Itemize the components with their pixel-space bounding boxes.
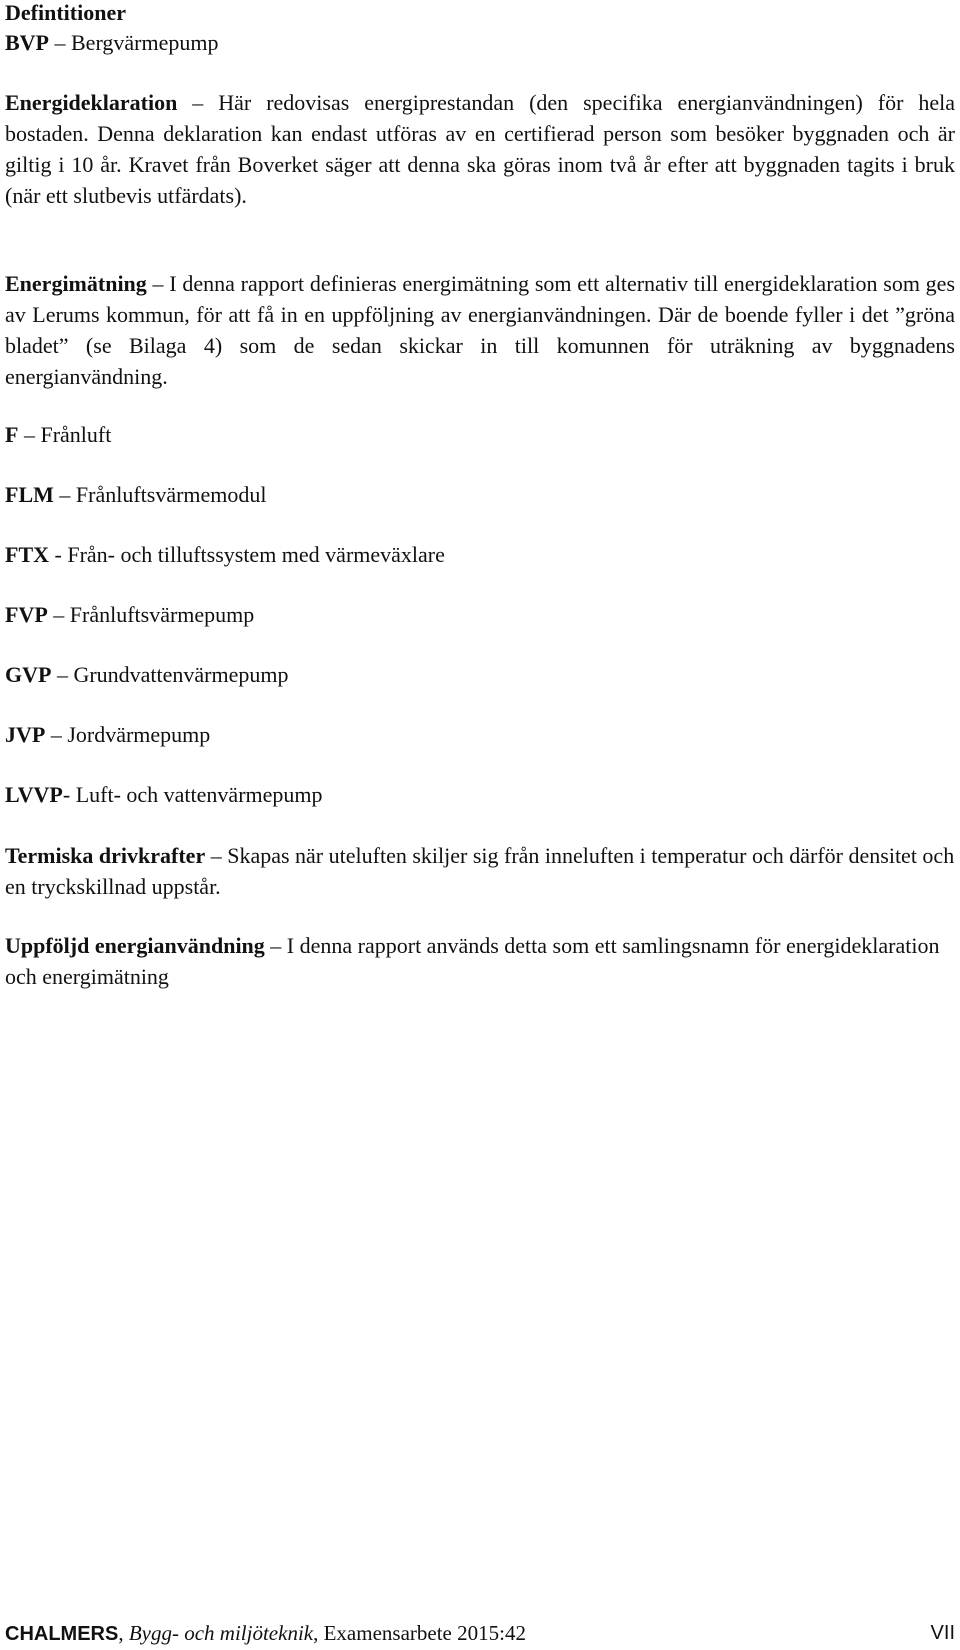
separator: – <box>53 482 76 507</box>
footer-organization: CHALMERS <box>5 1623 119 1645</box>
definition-termiska-drivkrafter <box>5 840 955 902</box>
separator: – <box>205 843 228 868</box>
definition-text: I denna rapport används detta som ett samlingsnamn för energideklaration och energimätning <box>5 933 940 989</box>
definition-gvp <box>5 659 955 690</box>
definition-uppfoljd-energianvandning <box>5 930 955 992</box>
definition-energimatning <box>5 268 955 392</box>
definition-flm <box>5 479 955 510</box>
separator: – <box>177 90 219 115</box>
definition-fvp <box>5 599 955 630</box>
definition-text: Skapas när uteluften skiljer sig från inneluften i temperatur och därför densitet och en tryckskillnad uppstår. <box>5 843 955 899</box>
definition-text: Frånluftsvärmepump <box>69 602 255 627</box>
separator: – <box>45 722 68 747</box>
term: Termiska drivkrafter <box>5 843 206 868</box>
definition-bvp <box>5 27 955 58</box>
definition-text: Bergvärmepump <box>71 30 219 55</box>
footer-comma: , <box>118 1621 129 1645</box>
separator: – <box>47 602 70 627</box>
definition-text: Luft- och vattenvärmepump <box>75 782 323 807</box>
definition-jvp <box>5 719 955 750</box>
term: F <box>5 422 19 447</box>
definition-lvvp <box>5 779 955 810</box>
page-heading: Defintitioner <box>5 0 126 25</box>
separator: - <box>62 782 76 807</box>
page-number: VII <box>930 1622 955 1644</box>
definition-text: I denna rapport definieras energimätning som ett alternativ till energideklaration som ges av Lerums kommun, för att få in en uppföljning av energianvändningen. Där de boende fyller i det ”gröna bladet” (se Bilaga 4) som de sedan skickar in till komunnen för uträkning av byggnadens energianvändning. <box>5 271 956 389</box>
term: Energimätning <box>5 271 147 296</box>
separator: – <box>49 30 71 55</box>
term: Energideklaration <box>5 90 178 115</box>
definition-text: Här redovisas energiprestandan (den specifika energianvändningen) för hela bostaden. Denna deklaration kan endast utföras av en certifierad person som besöker byggnaden och är giltig i 10 år. Kravet från Boverket säger att denna ska göras inom två år efter att byggnaden tagits i bruk (när ett slutbevis utfärdats). <box>5 90 956 208</box>
term: LVVP <box>5 782 63 807</box>
definition-text: Jordvärmepump <box>67 722 211 747</box>
separator: – <box>264 933 287 958</box>
term: FLM <box>5 482 54 507</box>
term: Uppföljd energianvändning <box>5 933 265 958</box>
footer-citation <box>5 1620 526 1648</box>
page-footer <box>5 1620 955 1650</box>
definition-ftx <box>5 539 955 570</box>
term: FVP <box>5 602 48 627</box>
footer-report: , Examensarbete 2015:42 <box>313 1621 526 1645</box>
definition-text: Frånluft <box>40 422 112 447</box>
separator: – <box>146 271 170 296</box>
footer-department: Bygg- och miljöteknik <box>128 1621 314 1645</box>
term: FTX <box>5 542 49 567</box>
separator: – <box>51 662 74 687</box>
definition-text: Frånluftsvärmemodul <box>75 482 267 507</box>
definition-f <box>5 419 955 450</box>
definition-text: Från- och tilluftssystem med värmeväxlare <box>67 542 445 567</box>
term: BVP <box>5 30 49 55</box>
separator: - <box>49 542 68 567</box>
term: JVP <box>5 722 46 747</box>
separator: – <box>18 422 41 447</box>
definition-energideklaration <box>5 87 955 211</box>
definition-text: Grundvattenvärmepump <box>73 662 289 687</box>
term: GVP <box>5 662 52 687</box>
